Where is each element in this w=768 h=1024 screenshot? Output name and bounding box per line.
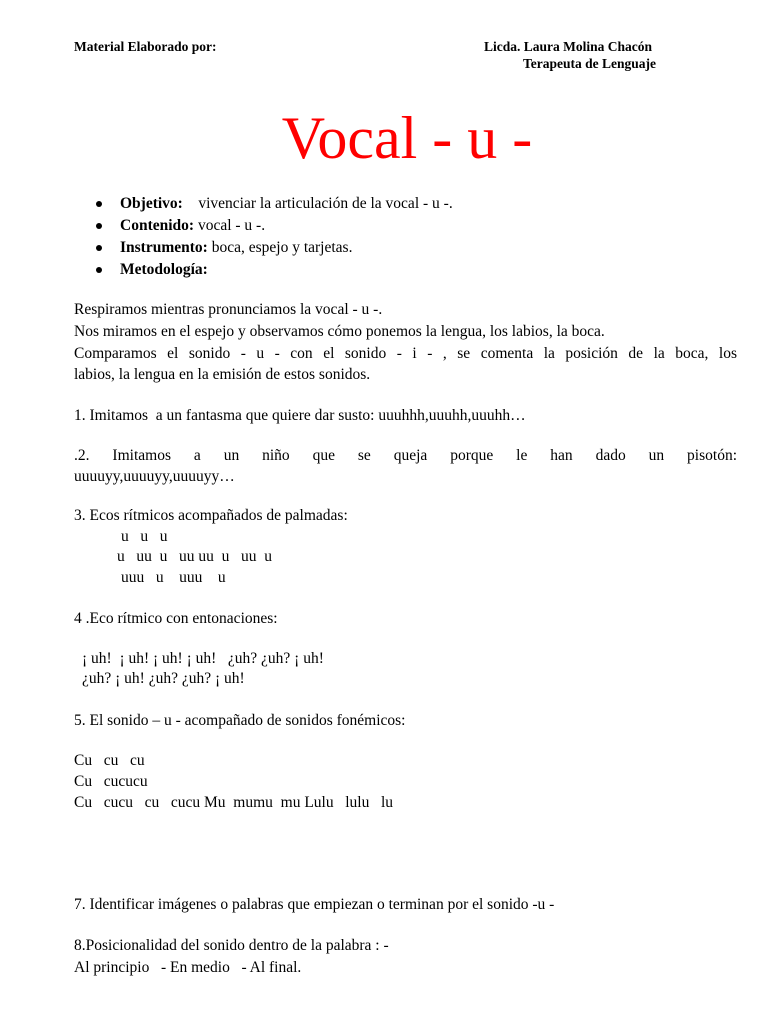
item-5-line-2: Cu cucucu <box>74 773 148 790</box>
intro-line-4: labios, la lengua en la emisión de estos sonidos. <box>74 366 371 383</box>
bullet-dot-icon <box>96 223 102 229</box>
bullet-label: Contenido: <box>120 217 195 234</box>
item-4-title: 4 .Eco rítmico con entonaciones: <box>74 610 278 627</box>
item-4-line-2: ¿uh? ¡ uh! ¿uh? ¿uh? ¡ uh! <box>82 670 245 687</box>
bullet-list <box>96 193 453 281</box>
item-2-line-2: uuuuyy,uuuuyy,uuuuyy… <box>74 468 235 485</box>
item-3-title: 3. Ecos rítmicos acompañados de palmadas: <box>74 507 348 524</box>
item-8-line-1: 8.Posicionalidad del sonido dentro de la palabra : - <box>74 937 389 954</box>
bullet-objetivo <box>96 193 453 215</box>
bullet-label: Metodología: <box>120 261 208 278</box>
bullet-label: Instrumento: <box>120 239 208 256</box>
item-5-line-3: Cu cucu cu cucu Mu mumu mu Lulu lulu lu <box>74 794 394 811</box>
page-title: Vocal - u - <box>281 105 533 171</box>
bullet-text: boca, espejo y tarjetas. <box>207 239 353 256</box>
bullet-dot-icon <box>96 267 102 273</box>
item-1: 1. Imitamos a un fantasma que quiere dar susto: uuuhhh,uuuhh,uuuhh… <box>74 407 526 424</box>
item-8-line-2: Al principio - En medio - Al final. <box>74 959 302 976</box>
bullet-text: vocal - u -. <box>194 217 266 234</box>
item-3-line-3: uuu u uuu u <box>121 569 226 586</box>
bullet-contenido <box>96 215 266 237</box>
item-4-line-1: ¡ uh! ¡ uh! ¡ uh! ¡ uh! ¿uh? ¿uh? ¡ uh! <box>82 650 324 667</box>
header-author-role: Terapeuta de Lenguaje <box>523 56 657 71</box>
item-3-line-1: u u u <box>121 528 168 545</box>
bullet-label: Objetivo: <box>120 195 183 212</box>
item-7: 7. Identificar imágenes o palabras que empiezan o terminan por el sonido -u - <box>74 896 555 913</box>
intro-line-3: Comparamos el sonido - u - con el sonido - i - , se comenta la posición de la boca, los <box>74 345 737 362</box>
bullet-metodologia <box>96 259 208 281</box>
item-5-line-1: Cu cu cu <box>74 752 145 769</box>
bullet-dot-icon <box>96 245 102 251</box>
bullet-instrumento <box>96 237 353 259</box>
bullet-dot-icon <box>96 201 102 207</box>
intro-line-1: Respiramos mientras pronunciamos la vocal - u -. <box>74 301 383 318</box>
bullet-text: vivenciar la articulación de la vocal - u -. <box>182 195 453 212</box>
item-5-title: 5. El sonido – u - acompañado de sonidos fonémicos: <box>74 712 406 729</box>
header-author-label: Material Elaborado por: <box>74 39 217 54</box>
intro-line-2: Nos miramos en el espejo y observamos cómo ponemos la lengua, los labios, la boca. <box>74 323 605 340</box>
item-2-line-1: .2. Imitamos a un niño que se queja porque le han dado un pisotón: <box>74 447 737 464</box>
header-author-name: Licda. Laura Molina Chacón <box>484 39 653 54</box>
item-3-line-2: u uu u uu uu u uu u <box>117 548 272 565</box>
